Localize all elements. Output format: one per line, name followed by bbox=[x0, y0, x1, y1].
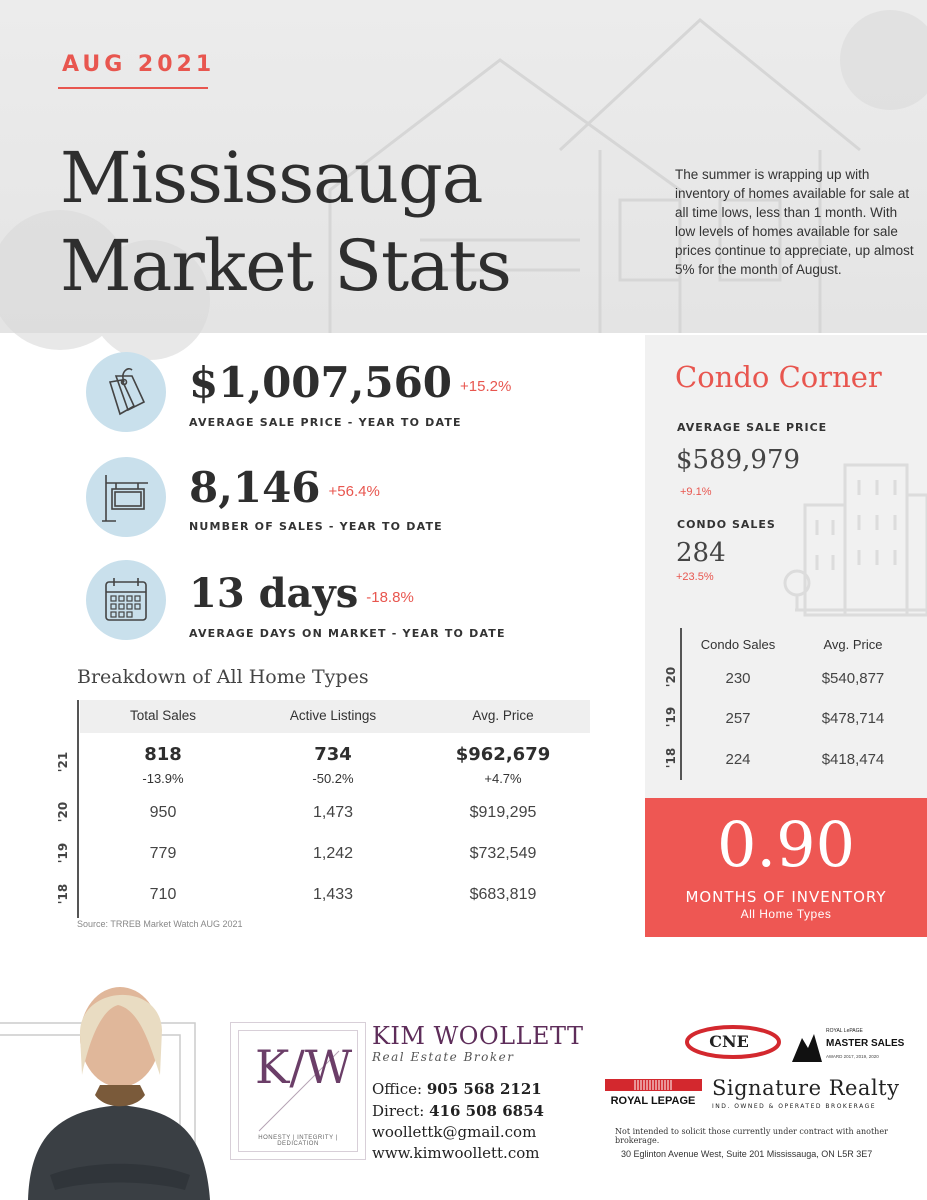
row-year: '19 bbox=[664, 706, 678, 728]
row-year: '20 bbox=[664, 666, 678, 688]
table-cell: 779 bbox=[149, 845, 177, 862]
table-cell: $732,549 bbox=[469, 845, 537, 862]
svg-text:ROYAL LEPAGE: ROYAL LEPAGE bbox=[610, 1095, 696, 1107]
breakdown-title: Breakdown of All Home Types bbox=[77, 666, 369, 688]
condo-sales-change: +23.5% bbox=[676, 571, 714, 583]
condo-avg-label: AVERAGE SALE PRICE bbox=[677, 421, 828, 434]
agent-email[interactable]: woollettk@gmail.com bbox=[372, 1123, 537, 1141]
table-cell: $418,474 bbox=[821, 751, 885, 768]
inventory-value: 0.90 bbox=[716, 808, 856, 881]
table-cell: $478,714 bbox=[821, 710, 885, 727]
row-year: '18 bbox=[56, 883, 70, 905]
for-sale-sign-icon bbox=[86, 457, 166, 537]
table-cell: 1,473 bbox=[312, 804, 354, 821]
stat-change: -18.8% bbox=[366, 588, 414, 606]
table-cell: 1,433 bbox=[312, 886, 354, 903]
table-cell: $540,877 bbox=[821, 670, 885, 687]
disclaimer: Not intended to solicit those currently under contract with another brokerage. bbox=[615, 1127, 888, 1145]
row-year: '21 bbox=[56, 751, 70, 773]
stat-value: $1,007,560 +15.2% bbox=[189, 358, 512, 407]
column-header-total-sales: Total Sales bbox=[129, 708, 197, 723]
svg-text:MASTER SALES: MASTER SALES bbox=[826, 1038, 905, 1049]
title-line-2: Market Stats bbox=[60, 225, 511, 307]
condo-title: Condo Corner bbox=[675, 360, 882, 394]
price-tag-icon bbox=[86, 352, 166, 432]
svg-text:ROYAL LePAGE: ROYAL LePAGE bbox=[826, 1028, 863, 1034]
calendar-icon bbox=[86, 560, 166, 640]
source-note: Source: TRREB Market Watch AUG 2021 bbox=[77, 919, 243, 929]
column-header-condo-sales: Condo Sales bbox=[700, 637, 776, 652]
title-line-1: Mississauga bbox=[60, 137, 483, 219]
column-header-avg-price: Avg. Price bbox=[472, 708, 534, 723]
condo-avg-change: +9.1% bbox=[680, 486, 712, 498]
condo-sales-value: 284 bbox=[676, 538, 726, 568]
stat-change: +15.2% bbox=[460, 377, 512, 395]
direct-phone: Direct: 416 508 6854 bbox=[372, 1102, 544, 1120]
month-underline bbox=[58, 87, 208, 89]
agent-photo bbox=[0, 975, 230, 1200]
table-cell: 1,242 bbox=[312, 845, 354, 862]
table-cell: 230 bbox=[725, 670, 751, 687]
master-sales-logo bbox=[792, 1024, 905, 1062]
table-cell-change: -50.2% bbox=[312, 771, 354, 786]
inventory-sublabel: All Home Types bbox=[740, 907, 832, 921]
table-cell-change: -13.9% bbox=[142, 771, 184, 786]
svg-text:CNE: CNE bbox=[709, 1032, 749, 1051]
report-month: AUG 2021 bbox=[62, 52, 216, 77]
stat-change: +56.4% bbox=[328, 482, 380, 500]
royal-lepage-logo bbox=[605, 1079, 702, 1107]
table-cell: 950 bbox=[149, 804, 177, 821]
logo-letters: K/W bbox=[255, 1040, 353, 1094]
condo-sales-label: CONDO SALES bbox=[677, 518, 776, 531]
page-title bbox=[60, 134, 511, 310]
agent-name: KIM WOOLLETT bbox=[372, 1022, 584, 1050]
table-cell: 224 bbox=[725, 751, 751, 768]
table-cell: $919,295 bbox=[469, 804, 537, 821]
table-cell: 257 bbox=[725, 710, 751, 727]
logo-tagline: HONESTY | INTEGRITY | DEDICATION bbox=[258, 1135, 338, 1147]
table-cell-change: +4.7% bbox=[484, 771, 522, 786]
row-year: '19 bbox=[56, 842, 70, 864]
row-year: '20 bbox=[56, 801, 70, 823]
stat-label: AVERAGE SALE PRICE - YEAR TO DATE bbox=[189, 416, 462, 429]
stat-label: AVERAGE DAYS ON MARKET - YEAR TO DATE bbox=[189, 627, 506, 640]
condo-avg-value: $589,979 bbox=[676, 445, 801, 475]
brokerage-address: 30 Eglinton Avenue West, Suite 201 Mississauga, ON L5R 3E7 bbox=[621, 1149, 873, 1159]
office-phone: Office: 905 568 2121 bbox=[372, 1080, 542, 1098]
row-year: '18 bbox=[664, 747, 678, 769]
agent-website[interactable]: www.kimwoollett.com bbox=[372, 1144, 540, 1162]
table-cell: $683,819 bbox=[469, 886, 537, 903]
table-cell: 710 bbox=[149, 886, 177, 903]
table-cell: $962,679 bbox=[455, 744, 551, 765]
cne-logo bbox=[683, 1023, 781, 1061]
table-cell: 734 bbox=[314, 744, 352, 765]
stat-value: 8,146 +56.4% bbox=[189, 463, 380, 512]
svg-text:AWARD 2017, 2019, 2020: AWARD 2017, 2019, 2020 bbox=[826, 1054, 879, 1059]
stat-label: NUMBER OF SALES - YEAR TO DATE bbox=[189, 520, 443, 533]
agent-role: Real Estate Broker bbox=[372, 1050, 515, 1064]
stat-value: 13 days -18.8% bbox=[189, 570, 414, 617]
inventory-label: MONTHS OF INVENTORY bbox=[685, 888, 887, 906]
intro-text: The summer is wrapping up with inventory of homes available for sale at all time lows, less than 1 month. With low levels of homes available for sale prices continue to appreciate, up almost 5% for the month of August. bbox=[675, 167, 914, 277]
column-header-condo-avg-price: Avg. Price bbox=[823, 637, 883, 652]
table-cell: 818 bbox=[144, 744, 182, 765]
brokerage-name: Signature Realty bbox=[712, 1076, 900, 1100]
brokerage-subtitle: IND. OWNED & OPERATED BROKERAGE bbox=[712, 1103, 877, 1110]
column-header-active-listings: Active Listings bbox=[289, 708, 377, 723]
